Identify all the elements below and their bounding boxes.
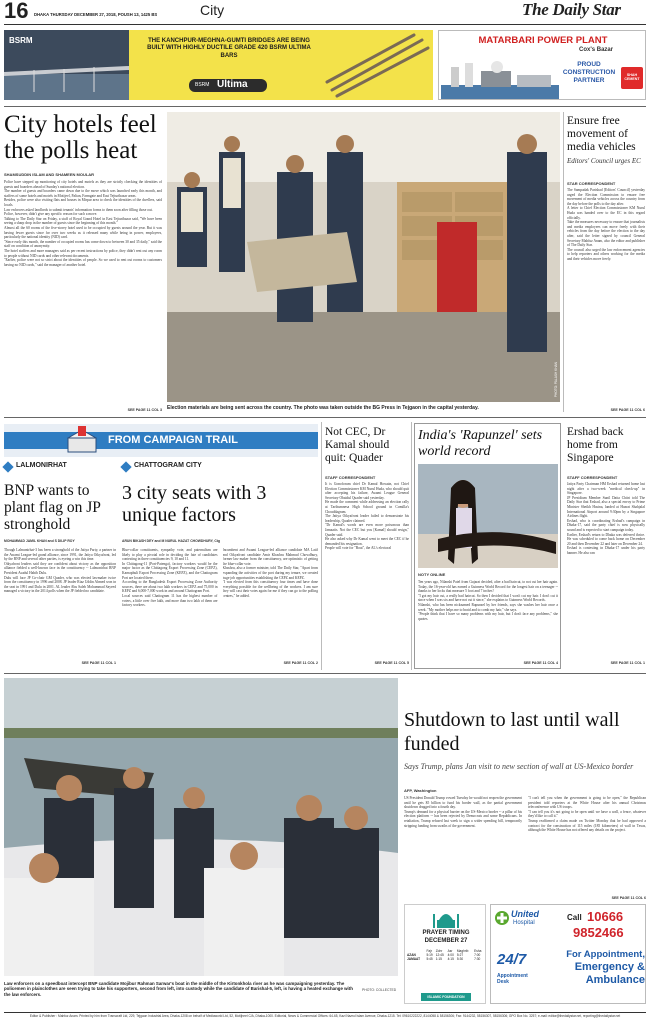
paragraph: According to the Bangladesh Export Processing Zone Authority sources, there are about two lakh workers in CEPZ and 75,000 in KEPZ and 6,000-7,000 work in and around Chattogram Port. — [122, 580, 218, 594]
paragraph: "People think that I have so many problems with my hair, but I don't face any problems," she quotes. — [418, 612, 558, 621]
paragraph: The Sampadak Parishad [Editors' Council] yesterday urged the Election Commission to ensure free movement of media vehicles across the country from the day before the polls to the day after. — [567, 188, 645, 206]
prayer-header-cell: Esha — [474, 949, 482, 953]
hospital-wordmark: Hospital — [513, 920, 535, 926]
hospital-phone-2[interactable]: 9852466 — [573, 925, 624, 940]
paragraph: A letter to Chief Election Commissioner KM Nurul Huda was handed over to the EC in this regard officially. — [567, 206, 645, 220]
page-number: 16 — [4, 0, 29, 23]
prayer-cell: 1:15 — [435, 957, 442, 961]
paragraph: Besides, police were also visiting flats and houses in Mirpur area to check the identities of the dwellers, said locals. — [4, 198, 162, 207]
paragraph: In Chittagong-11 (Port-Patenga), factory workers would be the major factor as the Chittagong Export Processing Zone (CEPZ), Karnaphuli Export Processing Zone (KEPZ), and the Chattogram Port are located there. — [122, 561, 218, 580]
paragraph: He made the comment while addressing an election rally at Tarihumnesa High School ground in Comilla's Chouddagram. — [325, 500, 409, 514]
paragraph: Khashru, also a former minister, told The Daily Star, "Apart from expanding the activities of the port during my tenure, we created huge job opportunities establishing the CEPZ and KEPZ. — [222, 566, 318, 580]
power-plant-illustration — [441, 49, 559, 99]
bsrm-headline: THE KANCHPUR-MEGHNA-GUMTI BRIDGES ARE BEING BUILT WITH HIGHLY DUCTILE GRADE 420 BSRM ULTIMA BARS — [147, 38, 311, 59]
quader-headline: Not CEC, Dr Kamal should quit: Quader — [325, 426, 390, 464]
prayer-cell: 5:19 — [426, 953, 433, 957]
paragraph: Police, however, didn't give any specific reason for such a move. — [4, 212, 98, 217]
prayer-header-cell: Zohr — [435, 949, 443, 953]
col-divider-2 — [411, 422, 412, 670]
shah-cement-ad[interactable] — [438, 30, 646, 100]
prayer-row — [407, 957, 485, 961]
paragraph: "I was elected from this constituency four times and have done everything possible for the wellbeing of the workers. I am sure they will cast their votes again for me if they can go to the polling centres," he added. — [222, 580, 318, 598]
boat-photo-credit: PHOTO: COLLECTED — [362, 988, 397, 992]
chattogram-see-page[interactable]: SEE PAGE 11 COL 2 — [283, 661, 318, 665]
paragraph: "I can tell you it's not going to be open until we have a wall, a fence, whatever they'd like to call it." — [528, 809, 646, 819]
ershad-body — [567, 482, 645, 662]
location-marker-icon — [2, 461, 13, 472]
paragraph: Trump reaffirmed a claim made on Twitter Monday that he had approved a contract for the construction of 115 miles (185 kilometers) of wall in Texas, although the White House has not offered any details on the project. — [528, 818, 646, 833]
shutdown-headline: Shutdown to last until wall funded — [404, 709, 620, 755]
rapunzel-box — [414, 423, 561, 669]
prayer-cell: 5:27 — [456, 953, 464, 957]
call-label: Call — [567, 913, 582, 922]
hotels-byline: SHAMSUDDIN ISLAM AND SHAMEEN MOULAR — [4, 172, 95, 177]
chattogram-body — [122, 548, 318, 658]
ad-divider — [4, 106, 646, 107]
prayer-cell: 7:30 — [474, 957, 481, 961]
paragraph: People will vote for "Boat", the AL's electoral — [325, 546, 392, 551]
campaign-banner — [4, 424, 318, 457]
prayer-header-cell: Fajr — [426, 949, 432, 953]
prayer-cell: 5:30 — [456, 957, 464, 961]
prayer-timing-box — [404, 904, 486, 1004]
location-marker-icon — [120, 461, 131, 472]
ultima-prefix: BSRM — [195, 82, 210, 88]
campaign-banner-title: FROM CAMPAIGN TRAIL — [108, 434, 238, 446]
ballot-box-icon — [64, 426, 100, 456]
prayer-header-cell: Asr — [447, 949, 453, 953]
media-headline: Ensure free movement of media vehicles — [567, 115, 636, 153]
quader-see-page[interactable]: SEE PAGE 11 COL 5 — [374, 661, 409, 665]
paragraph: JP Presidium Member Sunil Datta Chitri told The Daily Star that Ershad, also a special envoy to Prime Minister Sheikh Hasina, landed at Hazrat Shahjalal International Airport around 9:30pm by a Singapore Airlines flight. — [567, 495, 645, 519]
election-photo-credit: PHOTO: PALASH KHAN — [554, 362, 558, 398]
prayer-cell: 7:00 — [474, 953, 481, 957]
bsrm-ad[interactable] — [4, 30, 433, 100]
mid-divider — [4, 417, 646, 418]
shah-logo: SHAH CEMENT — [621, 67, 643, 89]
lalmonirhat-location-label: LALMONIRHAT — [16, 462, 67, 469]
hospital-badge — [497, 951, 537, 995]
masthead-divider — [4, 24, 646, 25]
shah-tagline: PROUD CONSTRUCTION PARTNER — [562, 61, 616, 84]
paragraph: Almost all the 60 rooms of the five-storey hotel used to be occupied by guests around the year. But it was having fewer guests since for over two weeks as it released many while being in power, employees, particularly the national identity (NID) card. — [4, 225, 162, 240]
paragraph: Local sources said Chattogram 11 has the highest number of voters, a little over five lakh, and more than two lakh of them are factory workers. — [122, 593, 218, 608]
rapunzel-photo — [418, 464, 558, 568]
lalmonirhat-see-page[interactable]: SEE PAGE 11 COL 1 — [81, 661, 116, 665]
prayer-cell: 12:45 — [435, 953, 444, 957]
rapunzel-photo-image — [418, 464, 558, 568]
election-photo-caption: Election materials are being sent across the country. The photo was taken outside the BG Press in Tejgaon in the capital yesterday. — [167, 405, 479, 411]
ershad-see-page[interactable]: SEE PAGE 11 COL 1 — [610, 661, 645, 665]
rapunzel-byline: NOTY ONLINE — [418, 572, 446, 577]
election-photo-image — [167, 112, 560, 402]
prayer-date: DECEMBER 27 — [424, 938, 468, 944]
mosque-icon — [431, 908, 461, 928]
paragraph: "Earlier, police were not so strict about the identities of people. So we used to rent out rooms to customers having no NID cards," said the manager of another hotel. — [4, 258, 162, 267]
paragraph: "I got my hair cut, a really bad haircut. So then I decided that I won't cut my hair. I don't cut it since when I was six and have not cut it since," she explains to Guinness World Records. — [418, 593, 558, 603]
hospital-service-line: Ambulance — [585, 974, 645, 986]
paragraph: Ten years ago, Nilanshi Patel from Gujarat decided, after a bad haircut, to not cut her hair again. Today, the 16-year-old has earned a Guinness World Record for the longest hair on a teenager -- thanks to her locks that measure 5 foot and 7 inches! — [418, 580, 558, 594]
paragraph: He also asked why Dr Kamal went to meet the CEC if he demanded his resignation. — [325, 537, 409, 546]
rapunzel-see-page[interactable]: SEE PAGE 11 COL 4 — [523, 661, 558, 665]
col-divider-1 — [321, 422, 322, 670]
lower-divider — [4, 673, 646, 674]
ershad-byline: STAFF CORRESPONDENT — [567, 475, 618, 480]
paragraph: Trump's demand for a physical barrier on the US-Mexico border -- a pillar of his election platform -- has been rejected by Democrats and some Republicans. In retaliation, Trump refused last week to sign a wider spending bill, temporarily stripping funding from swaths of the government. — [404, 809, 522, 828]
boat-photo — [4, 678, 398, 976]
united-wordmark: United — [511, 909, 539, 919]
paragraph: Though Lalmonirhat-3 has been a stronghold of the Jatiya Party, a partner in the Awami League-led grand alliance, since 1991, the Jatiya Oikyafront, led by the BNP and several other parties, is eyeing a win this time. — [4, 548, 116, 562]
rapunzel-headline: India's 'Rapunzel' sets world record — [418, 428, 543, 459]
paragraph: "I can't tell you when the government is going to be open," the Republican president told reporters at the White House after his annual Christmas teleconference with US troops. — [528, 796, 646, 810]
hospital-cross-icon — [495, 911, 509, 925]
prayer-header-cell: Maghrib — [456, 949, 469, 953]
prayer-cell: 4:00 — [447, 953, 454, 957]
shah-title: MATARBARI POWER PLANT — [478, 35, 608, 46]
paragraph: Earlier, Ershad's return to Dhaka was deferred thrice. He was scheduled to come back home on December 20 and then December 22 and later on December 24. — [567, 532, 645, 546]
paragraph: Dulu will face JP Co-chair GM Quader, who was elected lawmaker twice from the constituency in 1996 and 2008. JP leader Riaz Uddin Ahmed won in the seat in 1991 and Dulu in 2001. AL leader Abu Saleh Mohammad Sayeed managed a victory in the 2014 polls when the JP fielded no candidate. — [4, 575, 116, 594]
shutdown-body — [404, 796, 646, 894]
section-title: City — [200, 2, 225, 18]
paper-name: The Daily Star — [522, 0, 621, 19]
hospital-services — [541, 949, 645, 987]
lalmonirhat-headline: BNP wants to plant flag on JP stronghold — [4, 482, 101, 533]
lalmonirhat-body — [4, 548, 116, 658]
paragraph: Take the measures necessary to ensure that journalists and media employees can move freely with their vehicles from the day before the election to the day after, said the letter signed by council General Secretary Mahfuz Anam, also the editor and publisher of The Daily Star. — [567, 220, 645, 248]
ultima-badge — [189, 79, 267, 92]
prayer-cell: JAMAAT — [407, 957, 421, 961]
prayer-table — [407, 949, 485, 961]
united-hospital-logo — [495, 909, 545, 931]
media-see-page[interactable]: SEE PAGE 11 COL 6 — [610, 408, 645, 412]
quader-body — [325, 482, 409, 662]
dateline: DHAKA THURSDAY DECEMBER 27, 2018, POUSH 13, 1425 BS — [34, 12, 158, 17]
paragraph: US President Donald Trump vowed Tuesday he would not reopen the government until he gets $5 billion to fund his border wall, as the partial government shutdown dragged into a fourth day. — [404, 796, 522, 810]
paragraph: Oikyafront leaders said they are confident about victory as the opposition alliance fielded a well-known face in the constituency -- Lalmonirhat BNP President Asadul Habib Dulu. — [4, 561, 116, 575]
bsrm-logo: BSRM — [9, 36, 33, 45]
rapunzel-body — [418, 580, 558, 662]
prayer-cell: 4:15 — [447, 957, 454, 961]
chattogram-headline: 3 city seats with 3 unique factors — [122, 482, 267, 526]
paragraph: The Jatiya Oikyafront leader failed to demonstrate his leadership, Quader claimed. — [325, 514, 409, 523]
united-hospital-ad[interactable] — [490, 904, 646, 1004]
col-divider-right — [563, 112, 564, 412]
shutdown-see-page[interactable]: SEE PAGE 11 COL 6 — [611, 896, 646, 900]
rebar-illustration — [322, 30, 433, 100]
footer-imprint: Editor & Publisher : Mahfuz Anam. Printed by him from Transcraft Ltd, 229, Tejgaon Industrial Area, Dhaka-1208 on behalf of Mediaworld Ltd, 52, Motijheel C/A, Dhaka-1000. Editorial, News & Commercial Offices: 64-65, Kazi Nazrul Islam Avenue, Dhaka-1215. Tel: 09610222222, 8144058 & 58156306; Fax: 9144232, 58156307, 58156306; GPO Box No. 3257; e-mail: editor@thedailystar.net, reporting@thedailystar.net — [29, 1014, 621, 1018]
lalmonirhat-byline: MOHAMMAD JAMIL KHAN and S DILIP ROY — [4, 539, 75, 543]
paragraph: Ershad, who is coordinating Ershad's campaign in Dhaka-17, said the party chief is now physically sound and is expected to start campaign today. — [567, 518, 645, 532]
prayer-footer: ISLAMIC FOUNDATION — [421, 993, 471, 1001]
prayer-cell: 5:45 — [426, 957, 433, 961]
boat-photo-caption: Law enforcers on a speedboat intercept BNP candidate Mojibur Rahman Sarwar's boat in the middle of the Kirtonkhola river as he was campaigning yesterday. The policemen in plainclothes are seen trying to take his supporters, second from left, into custody while the candidate of Barishal-5, left, is having a heated exchange with the law enforcers. — [4, 981, 353, 997]
paragraph: Nilanshi, who has been nicknamed Rapunzel by her friends, says she washes her hair once a week. "My mother helps me to braid and to comb my hair," she says. — [418, 602, 558, 612]
paragraph: Talking to The Daily Star on Friday, a staff of Royal Grand Hotel in East Tejturibazar said, "We have been seeing a sharp drop in the number of guests since the beginning of this month." — [4, 216, 162, 226]
paragraph: The hotel staffers and more managers said as per recent instructions by police, they didn't rent out any room to people without NID cards and other relevant documents. — [4, 248, 162, 258]
hospital-service-line: Emergency & — [574, 961, 645, 973]
paragraph: Police have stepped up monitoring of city hotels and motels as they are strictly checking the identities of guests and boarders ahead of Sunday's national election. — [4, 180, 162, 189]
quader-byline: STAFF CORRESPONDENT — [325, 475, 376, 480]
paragraph: Ershad is contesting in Dhaka-17 under his party banner. He also ran — [567, 546, 645, 555]
shutdown-subhead: Says Trump, plans Jan visit to new section of wall at US-Mexico border — [404, 762, 634, 771]
paragraph: Law enforcers asked landlords to submit tenants' information forms to them soon after filling those out. — [4, 207, 153, 212]
paragraph: Incumbent and Awami League-led alliance candidate MA Latif and Oikyafront candidate Amir Khashru Mahmud Chowdhury, former law maker from the constituency, are optimistic of getting the blue-collar vote. — [222, 548, 318, 566]
chattogram-location-label: CHATTOGRAM CITY — [134, 462, 202, 469]
paragraph: The number of guests and boarders came down due to the move which was launched early this month, and staffers of some hotels and motels in Motijeel, Paltan, Farmgate and East Tejturibazar areas. — [4, 189, 162, 198]
hotels-headline: City hotels feel the polls heat — [4, 111, 157, 164]
paragraph: "Dr Kamal's words are even more poisonous than Jamaatis. Not the CEC but you [Kamal] should resign," Quader said. — [325, 523, 409, 537]
footer-divider — [4, 1012, 646, 1013]
paragraph: Blue-collar constituents, sympathy vote, and paternalism are likely to play a pivotal role in deciding the fate of candidates contesting in three constituencies 9, 10 and 11. — [122, 548, 218, 562]
hotels-body — [4, 180, 162, 395]
shutdown-byline: AFP, Washington — [404, 788, 437, 793]
masthead — [0, 0, 650, 22]
ultima-brand: Ultima — [217, 79, 248, 90]
prayer-cell: AZAN — [407, 953, 416, 957]
hospital-service-line: For Appointment, — [566, 949, 645, 960]
chattogram-byline: ARUN BIKASH DEY and M NURUL HAZAT CHOWDHURY, Ctg — [122, 539, 221, 543]
ershad-headline: Ershad back home from Singapore — [567, 426, 624, 464]
paragraph: Jatiya Party Chairman HM Ershad returned home last night after a two-week "medical check-up" in Singapore. — [567, 482, 645, 496]
hotels-see-page[interactable]: SEE PAGE 11 COL 3 — [127, 408, 162, 412]
prayer-title: PRAYER TIMING — [422, 930, 470, 936]
hospital-badge-sub: Appointment Desk — [497, 973, 528, 985]
shah-subtitle: Cox's Bazar — [579, 47, 614, 53]
media-body — [567, 188, 645, 400]
media-subhead: Editors' Council urges EC — [567, 157, 641, 165]
hospital-badge-number: 24/7 — [497, 951, 527, 968]
paragraph: The council also urged the law enforcement agencies to help reporters and others working for the media and their vehicles move freely. — [567, 247, 645, 261]
paragraph: "Since early this month, the number of occupied rooms has come down to between 30 and 35 daily," said the staff on condition of anonymity. — [4, 239, 162, 249]
media-byline: STAR CORRESPONDENT — [567, 181, 616, 186]
paragraph: It is Gonoforum chief Dr Kamal Hossain, not Chief Election Commissioner KM Nurul Huda, who should quit after accepting his failure, Awami League General Secretary Obaidul Quader said yesterday. — [325, 482, 409, 500]
boat-photo-image — [4, 678, 398, 976]
hospital-phone-1[interactable]: 10666 — [587, 909, 624, 924]
election-photo — [167, 112, 560, 402]
